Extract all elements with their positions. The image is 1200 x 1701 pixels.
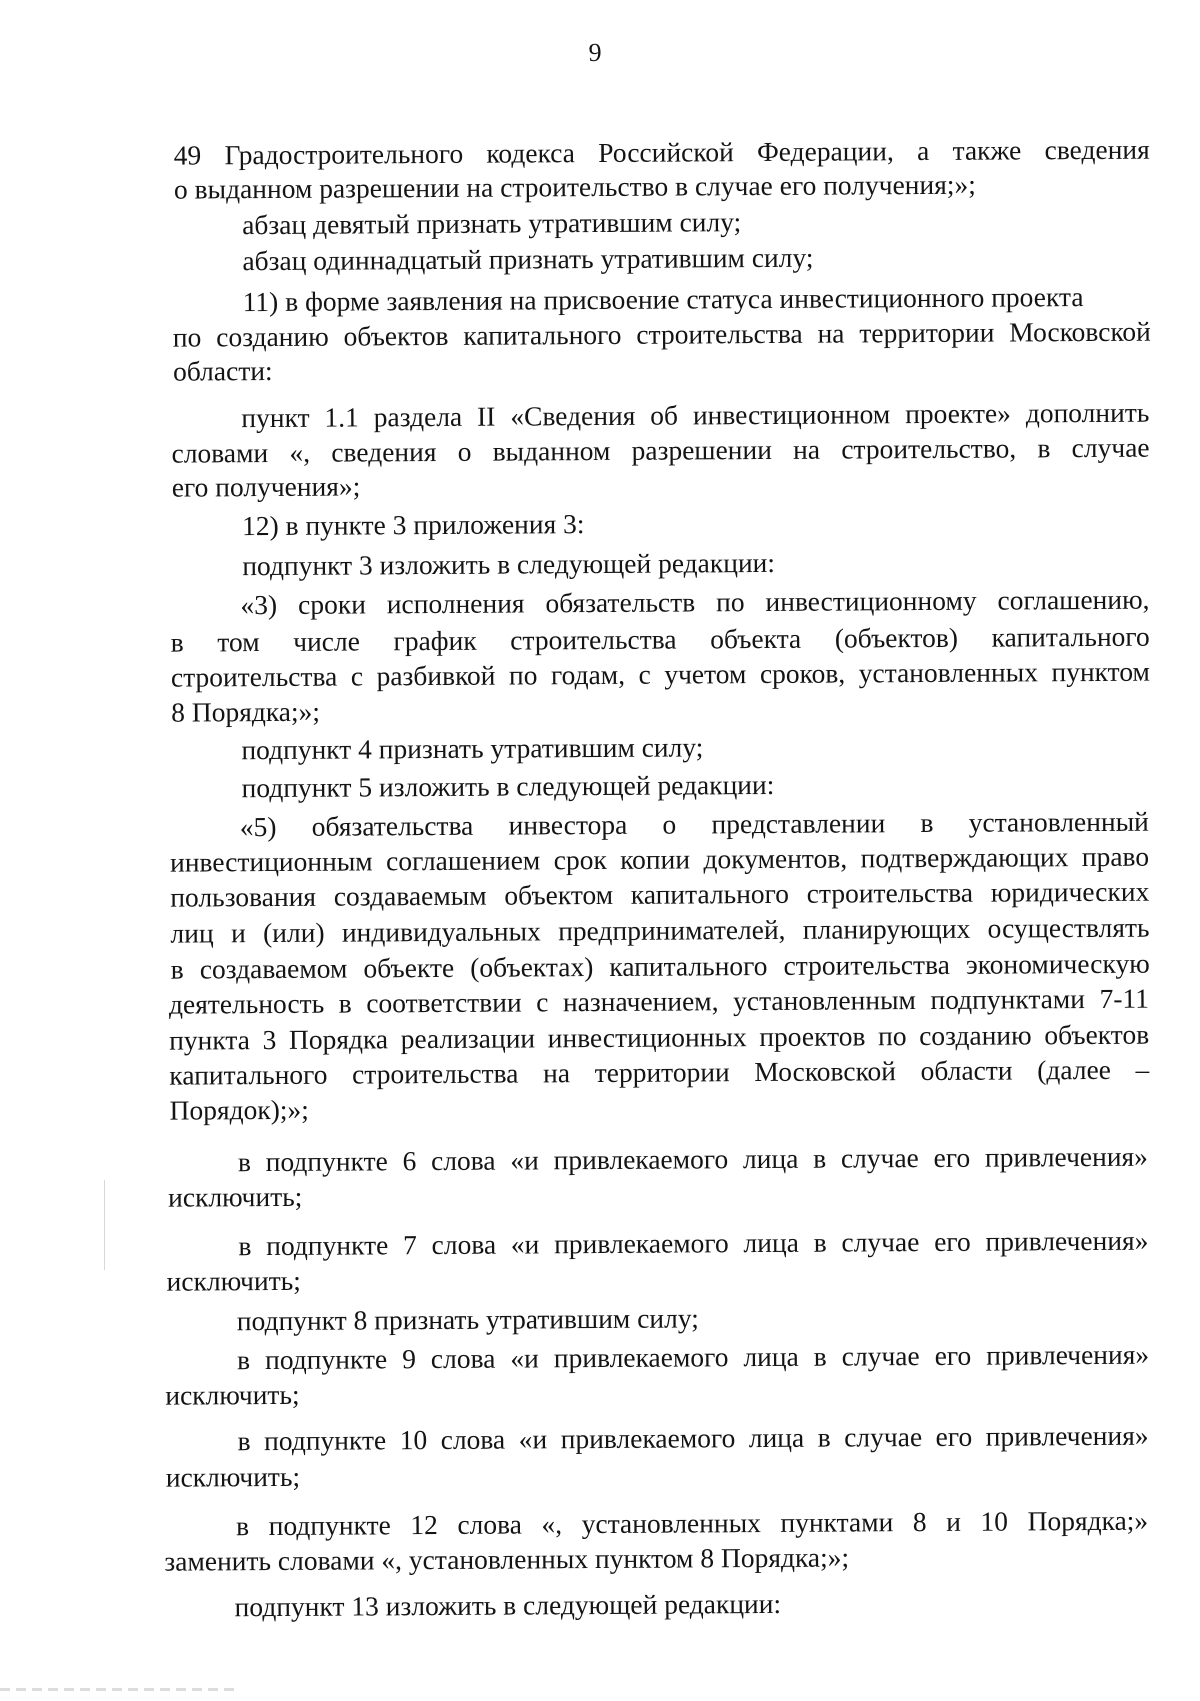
- text-line: его получения»;: [171, 470, 361, 503]
- scan-edge-mark: [104, 1180, 105, 1270]
- text-line: 12) в пункте 3 приложения 3:: [241, 508, 585, 542]
- text-line: в подпункте 12 слова «, установленных пунктами 8 и 10 Порядка;»: [236, 1504, 1149, 1542]
- text-line: Порядок);»;: [169, 1093, 309, 1126]
- text-line: строительства с разбивкой по годам, с учетом сроков, установленных пунктом: [170, 655, 1151, 693]
- text-line: в подпункте 7 слова «и привлекаемого лица в случае его привлечения»: [238, 1224, 1149, 1262]
- text-line: «3) сроки исполнения обязательств по инвестиционному соглашению,: [240, 583, 1150, 621]
- text-line: подпункт 5 изложить в следующей редакции:: [241, 768, 775, 804]
- text-line: 49 Градостроительного кодекса Российской Федерации, а также сведения: [173, 133, 1150, 171]
- text-line: о выданном разрешении на строительство в случае его получения;»;: [173, 168, 976, 205]
- text-line: в том числе график строительства объекта (объектов) капитального: [170, 620, 1150, 658]
- text-line: области:: [172, 354, 273, 387]
- text-line: лиц и (или) индивидуальных предпринимателей, планирующих осуществлять: [170, 911, 1150, 949]
- scan-footer-mark: [0, 1688, 240, 1691]
- text-line: в подпункте 10 слова «и привлекаемого лица в случае его привлечения»: [237, 1419, 1149, 1457]
- text-line: 8 Порядка;»;: [171, 695, 321, 728]
- text-line: пользования создаваемым объектом капитального строительства юридических: [170, 875, 1150, 913]
- text-line: исключить;: [165, 1378, 300, 1411]
- text-line: подпункт 4 признать утратившим силу;: [241, 731, 704, 766]
- text-line: деятельность в соответствии с назначением, установленным подпунктами 7-11: [168, 982, 1150, 1020]
- text-line: в подпункте 6 слова «и привлекаемого лица в случае его привлечения»: [237, 1140, 1148, 1178]
- text-line: в подпункте 9 слова «и привлекаемого лица в случае его привлечения»: [237, 1338, 1150, 1376]
- text-line: исключить;: [166, 1264, 301, 1297]
- text-line: заменить словами «, установленных пунктом 8 Порядка;»;: [164, 1541, 850, 1577]
- text-line: в создаваемом объекте (объектах) капитального строительства экономическую: [170, 947, 1150, 985]
- text-line: подпункт 8 признать утратившим силу;: [236, 1302, 699, 1337]
- text-line: словами «, сведения о выданном разрешении на строительство, в случае: [171, 431, 1150, 469]
- text-line: «5) обязательства инвестора о представлении в установленный: [239, 805, 1149, 843]
- text-line: подпункт 3 изложить в следующей редакции:: [242, 546, 776, 582]
- text-line: исключить;: [168, 1180, 303, 1213]
- text-line: исключить;: [165, 1460, 301, 1493]
- text-line: капитального строительства на территории Московской области (далее –: [169, 1053, 1150, 1091]
- text-line: подпункт 13 изложить в следующей редакции:: [234, 1587, 782, 1623]
- page-number: 9: [588, 37, 602, 68]
- text-line: по созданию объектов капитального строительства на территории Московской: [172, 315, 1151, 353]
- text-line: пункт 1.1 раздела II «Сведения об инвестиционном проекте» дополнить: [241, 396, 1150, 434]
- text-line: абзац одиннадцатый признать утратившим силу;: [242, 241, 814, 277]
- text-line: абзац девятый признать утратившим силу;: [242, 206, 742, 241]
- text-line: пункта 3 Порядка реализации инвестиционных проектов по созданию объектов: [169, 1018, 1150, 1056]
- text-line: инвестиционным соглашением срок копии документов, подтверждающих право: [169, 840, 1150, 878]
- text-line: 11) в форме заявления на присвоение статуса инвестиционного проекта: [242, 281, 1084, 318]
